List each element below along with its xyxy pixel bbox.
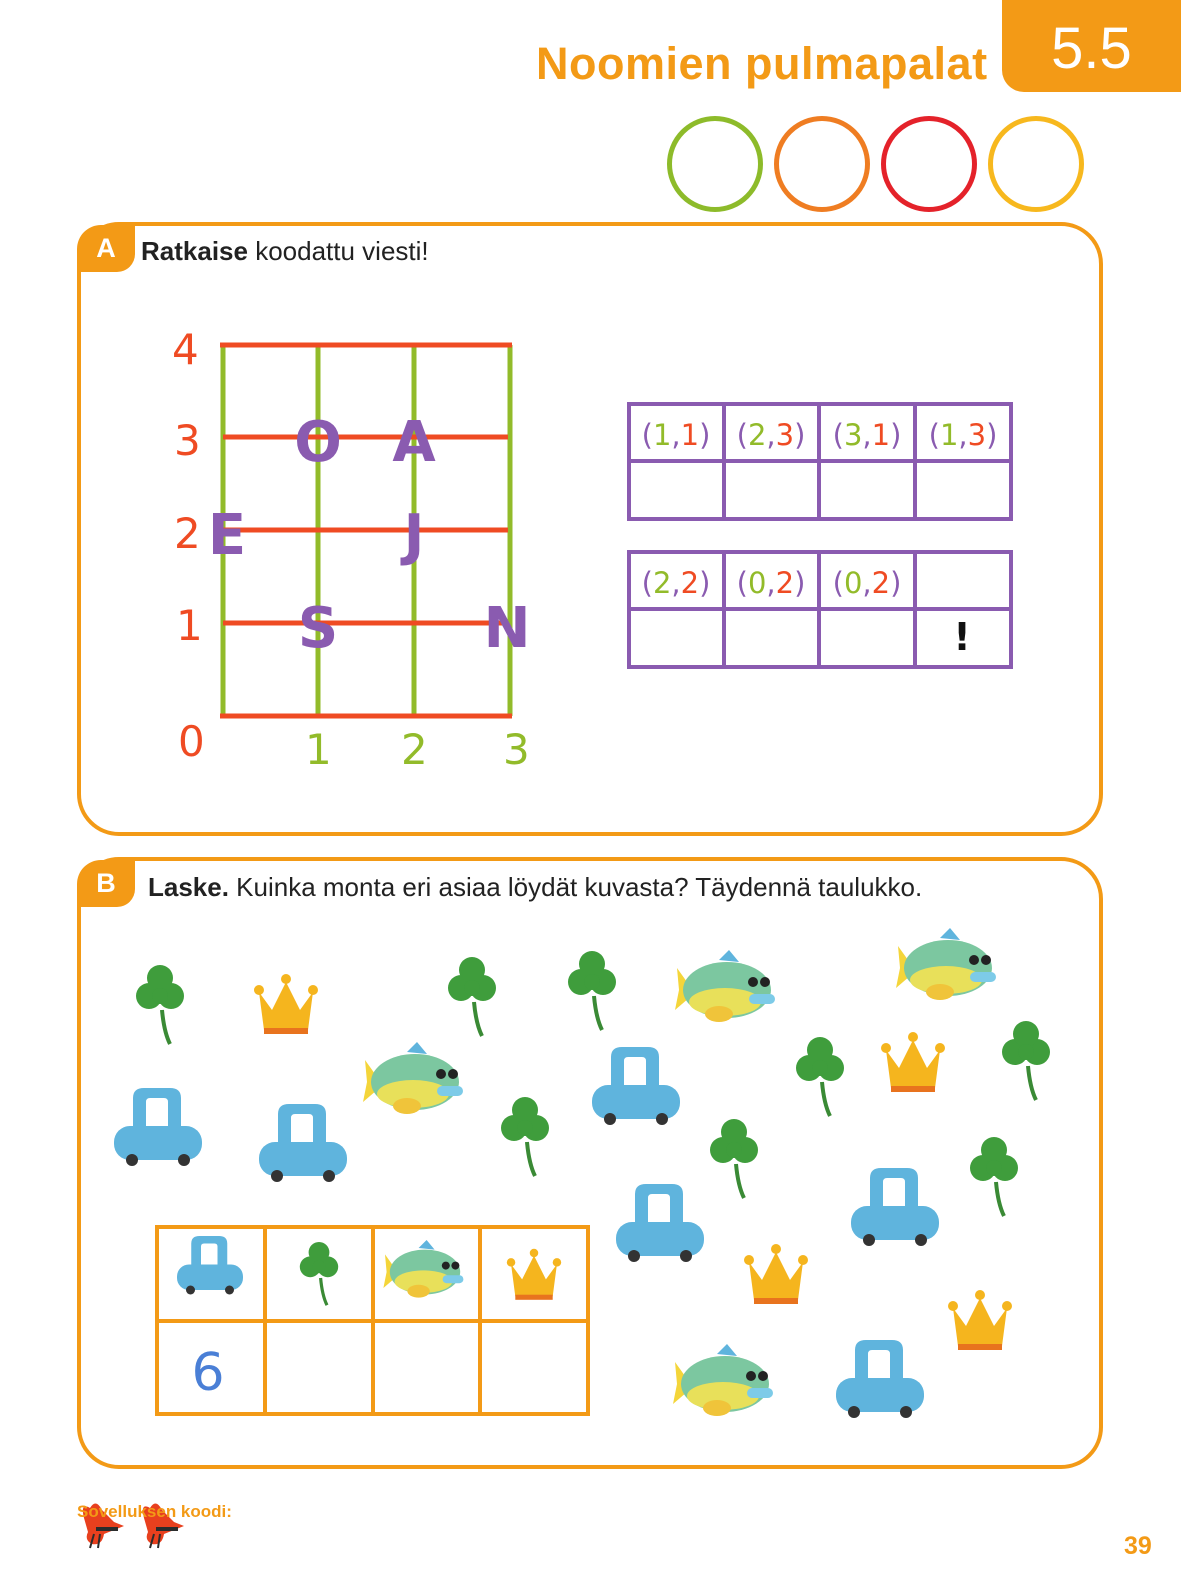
clover-icon: [970, 1137, 1018, 1216]
y-label-0: 0: [178, 717, 205, 766]
car-icon: [259, 1104, 347, 1182]
grid-letter-j: J: [403, 503, 425, 568]
coord-pair: (0,2): [832, 566, 902, 600]
car-icon: [592, 1047, 680, 1125]
grid-letter-n: N: [483, 596, 531, 661]
tally-answers: [191, 1343, 224, 1403]
crown-icon: [254, 974, 318, 1034]
clover-icon: [796, 1037, 844, 1116]
clover-icon: [710, 1119, 758, 1198]
clover-icon: [448, 957, 496, 1036]
y-axis-labels: [172, 325, 205, 766]
instruction-rest: koodattu viesti!: [247, 236, 429, 266]
car-icon: [836, 1340, 924, 1418]
coord-pair: (1,3): [928, 418, 998, 452]
car-icon: [851, 1168, 939, 1246]
crown-icon: [507, 1249, 561, 1300]
exclamation-mark: !: [953, 615, 971, 659]
fish-icon: [675, 950, 775, 1022]
clover-icon: [568, 951, 616, 1030]
y-label-3: 3: [174, 416, 201, 465]
grid-letter-s: S: [297, 596, 339, 661]
y-label-2: 2: [174, 509, 201, 558]
exercise-a-badge: A: [77, 225, 135, 272]
section-number-tab: 5.5: [1002, 0, 1181, 92]
code-table-2-coords: [642, 566, 902, 600]
grid-letter-a: A: [392, 410, 436, 475]
fish-icon: [673, 1344, 773, 1416]
answer-car[interactable]: 6: [191, 1343, 225, 1403]
app-code-label: Sovelluksen koodi:: [77, 1502, 232, 1521]
x-label-3: 3: [503, 725, 530, 774]
coord-pair: (2,2): [641, 566, 711, 600]
clover-icon: [1002, 1021, 1050, 1100]
fish-icon: [896, 928, 996, 1000]
instruction-bold: Laske.: [148, 872, 229, 902]
fish-icon: [363, 1042, 463, 1114]
coord-pair: (0,2): [736, 566, 806, 600]
y-label-1: 1: [176, 601, 203, 650]
grid-letter-o: O: [294, 410, 342, 475]
clover-icon: [300, 1242, 338, 1305]
fish-icon: [383, 1240, 463, 1298]
coordinate-grid: [220, 345, 512, 716]
instruction-rest: Kuinka monta eri asiaa löydät kuvasta? Täydennä taulukko.: [228, 872, 923, 902]
crown-icon: [948, 1290, 1012, 1350]
x-label-1: 1: [305, 725, 332, 774]
picture-scene: [114, 928, 1050, 1418]
car-icon: [177, 1236, 243, 1295]
page-number: 39: [1124, 1532, 1152, 1560]
exercise-b-badge: B: [77, 860, 135, 907]
page-title: Noomien pulmapalat: [536, 38, 988, 89]
clover-icon: [501, 1097, 549, 1176]
crown-icon: [881, 1032, 945, 1092]
car-icon: [616, 1184, 704, 1262]
clover-icon: [136, 965, 184, 1044]
x-label-2: 2: [401, 725, 428, 774]
coord-pair: (3,1): [832, 418, 902, 452]
tally-headers: [177, 1236, 561, 1305]
crown-icon: [744, 1244, 808, 1304]
coord-pair: (2,3): [736, 418, 806, 452]
grid-letter-e: E: [207, 503, 247, 568]
instruction-bold: Ratkaise: [141, 236, 248, 266]
coord-pair: (1,1): [641, 418, 711, 452]
car-icon: [114, 1088, 202, 1166]
y-label-4: 4: [172, 325, 199, 374]
x-axis-labels: [305, 725, 530, 774]
